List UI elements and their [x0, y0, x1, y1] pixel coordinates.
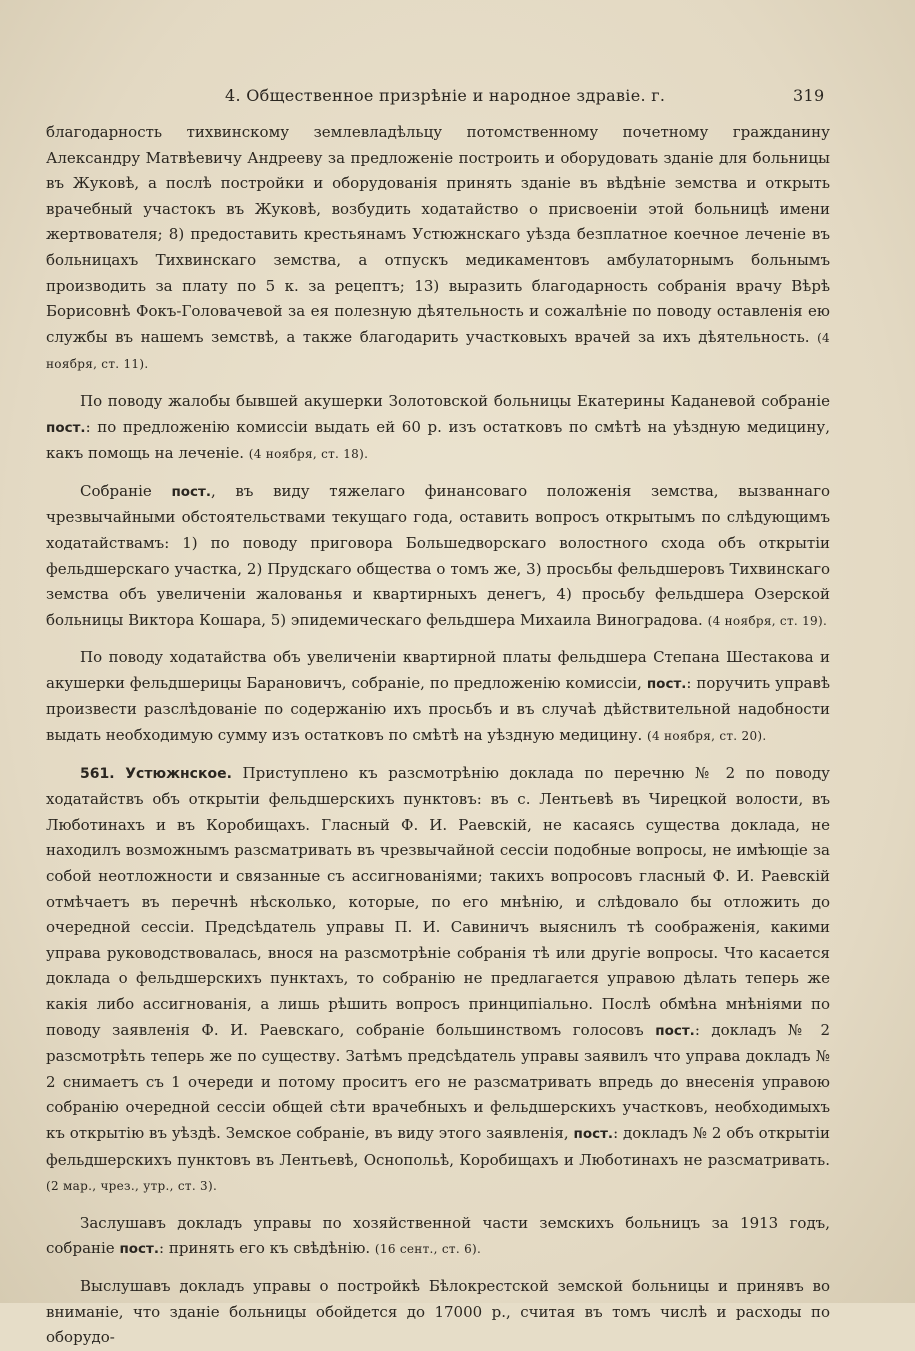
citation-ref: (4 ноября, ст. 20). — [647, 729, 767, 744]
paragraph-text: Собраніе — [80, 481, 172, 500]
citation-ref: (4 ноября, ст. 19). — [707, 613, 828, 628]
paragraph — [46, 645, 830, 749]
citation-ref: (2 мар., чрез., утр., ст. 3). — [46, 1179, 218, 1194]
running-header — [0, 86, 915, 110]
paragraph-text: : по предложенію комиссіи выдать ей 60 р. изъ остатковъ по смѣтѣ на уѣздную медицину, какъ помощь на леченіе. — [46, 417, 830, 463]
section-title: 4. Общественное призрѣніе и народное здравіе. г. — [225, 86, 666, 105]
paragraph-text: , въ виду тяжелаго финансоваго положенія земства, вызваннаго чрезвычайными обстоятельствами текущаго года, оставить вопросъ открытымъ по слѣдующимъ ходатайствамъ: 1) по поводу приговора Большедворскаго волостного схода объ открытіи фельдшерскаго участка, 2) Прудскаго общества о томъ же, 3) просьбы фельдшеровъ Тихвинскаго земства объ увеличеніи жалованья и квартирныхъ денегъ, 4) просьбу фельдшера Озерской больницы Виктора Кошара, 5) эпидемическаго фельдшера Михаила Виноградова. — [46, 481, 831, 629]
paragraph — [46, 1211, 830, 1263]
paragraph — [46, 1274, 830, 1351]
citation-ref: (4 ноября, ст. 11). — [46, 330, 830, 372]
page-number: 319 — [793, 86, 825, 105]
paragraph — [46, 120, 830, 378]
paragraph-text: : поручить управѣ произвести разслѣдованіе по содержанію ихъ просьбъ и въ случаѣ дѣйствительной надобности выдать необходимую сумму изъ остатковъ по смѣтѣ на уѣздную медицину. — [46, 673, 830, 745]
resolution-keyword: пост. — [46, 419, 86, 436]
paragraph-text: : докладъ № 2 объ открытіи фельдшерскихъ пунктовъ въ Лентьевѣ, Оснопольѣ, Коробищахъ и Люботинахъ не разсматривать. — [46, 1123, 831, 1169]
resolution-keyword: пост. — [171, 483, 211, 500]
paragraph-text: По поводу жалобы бывшей акушерки Золотовской больницы Екатерины Каданевой собраніе — [80, 391, 830, 410]
paragraph-text: благодарность тихвинскому землевладѣльцу потомственному почетному гражданину Александру Матвѣевичу Андрееву за предложеніе построить и оборудовать зданіе для больницы въ Жуковѣ, а послѣ постройки и оборудованія принять зданіе въ вѣдѣніе земства и открыть врачебный участокъ въ Жуковѣ, возбудить ходатайство о присвоеніи этой больницѣ имени жертвователя; 8) предоставить крестьянамъ Устюжнскаго уѣзда безплатное коечное леченіе въ больницахъ Тихвинскаго земства, а отпускъ медикаментовъ амбулаторнымъ больнымъ производить за плату по 5 к. за рецептъ; 13) выразить благодарность собранія врачу Вѣрѣ Борисовнѣ Фокъ-Головачевой за ея полезную дѣятельность и сожалѣніе по поводу оставленія ею службы въ нашемъ земствѣ, а также благодарить участковыхъ врачей за ихъ дѣятельность. — [46, 123, 830, 346]
section-heading: 561. Устюжнское. — [80, 765, 232, 782]
paragraph — [46, 761, 830, 1200]
resolution-keyword: пост. — [573, 1125, 614, 1142]
paragraph-text: : докладъ № 2 разсмотрѣть теперь же по существу. Затѣмъ предсѣдатель управы заявилъ что управа докладъ № 2 снимаетъ съ 1 очереди и потому проситъ его не разсматривать впредь до внесенія управою собранію очередной сессіи общей сѣти врачебныхъ и фельдшерскихъ участковъ, необходимыхъ къ открытію въ уѣздѣ. Земское собраніе, въ виду этого заявленія, — [46, 1020, 830, 1142]
paragraph-text: Приступлено къ разсмотрѣнію доклада по перечню № 2 по поводу ходатайствъ объ открытіи фельдшерскихъ пунктовъ: въ с. Лентьевѣ въ Чирецкой волости, въ Люботинахъ и въ Коробищахъ. Гласный Ф. И. Раевскій, не касаясь существа доклада, не находилъ возможнымъ разсматривать въ чрезвычайной сессіи подобные вопросы, не имѣющіе за собой неотложности и связанные съ ассигнованіями; такихъ вопросовъ гласный Ф. И. Раевскій отмѣчаетъ въ перечнѣ нѣсколько, которые, по его мнѣнію, и слѣдовало бы отложить до очередной сессіи. Предсѣдатель управы П. И. Савиничъ выяснилъ тѣ соображенія, какими управа руководствовалась, внося на разсмотрѣніе собранія тѣ или другіе вопросы. Что касается доклада о фельдшерскихъ пунктахъ, то собранію не предлагается управою дѣлать теперь же какія либо ассигнованія, а лишь рѣшить вопросъ принципіально. Послѣ обмѣна мнѣніями по поводу заявленія Ф. И. Раевскаго, собраніе большинствомъ голосовъ — [46, 763, 831, 1039]
resolution-keyword: пост. — [655, 1022, 695, 1039]
citation-ref: (16 сент., ст. 6). — [374, 1242, 482, 1257]
resolution-keyword: пост. — [119, 1241, 160, 1258]
paragraph-text: По поводу ходатайства объ увеличеніи квартирной платы фельдшера Степана Шестакова и акушерки фельдшерицы Барановичъ, собраніе, по предложенію комиссіи, — [46, 648, 830, 692]
paragraph — [46, 389, 830, 468]
document-body — [46, 120, 830, 1351]
paragraph-text: : принять его къ свѣдѣнію. — [159, 1239, 375, 1258]
paragraph-text: Заслушавъ докладъ управы по хозяйственной части земскихъ больницъ за 1913 годъ, собраніе — [46, 1213, 830, 1258]
resolution-keyword: пост. — [646, 675, 687, 692]
paragraph-text: Выслушавъ докладъ управы о постройкѣ Бѣлокрестской земской больницы и принявъ во вниманіе, что зданіе больницы обойдется до 17000 р., считая въ томъ числѣ и расходы по оборудо- — [46, 1276, 830, 1347]
paragraph — [46, 479, 830, 635]
citation-ref: (4 ноября, ст. 18). — [248, 447, 369, 462]
